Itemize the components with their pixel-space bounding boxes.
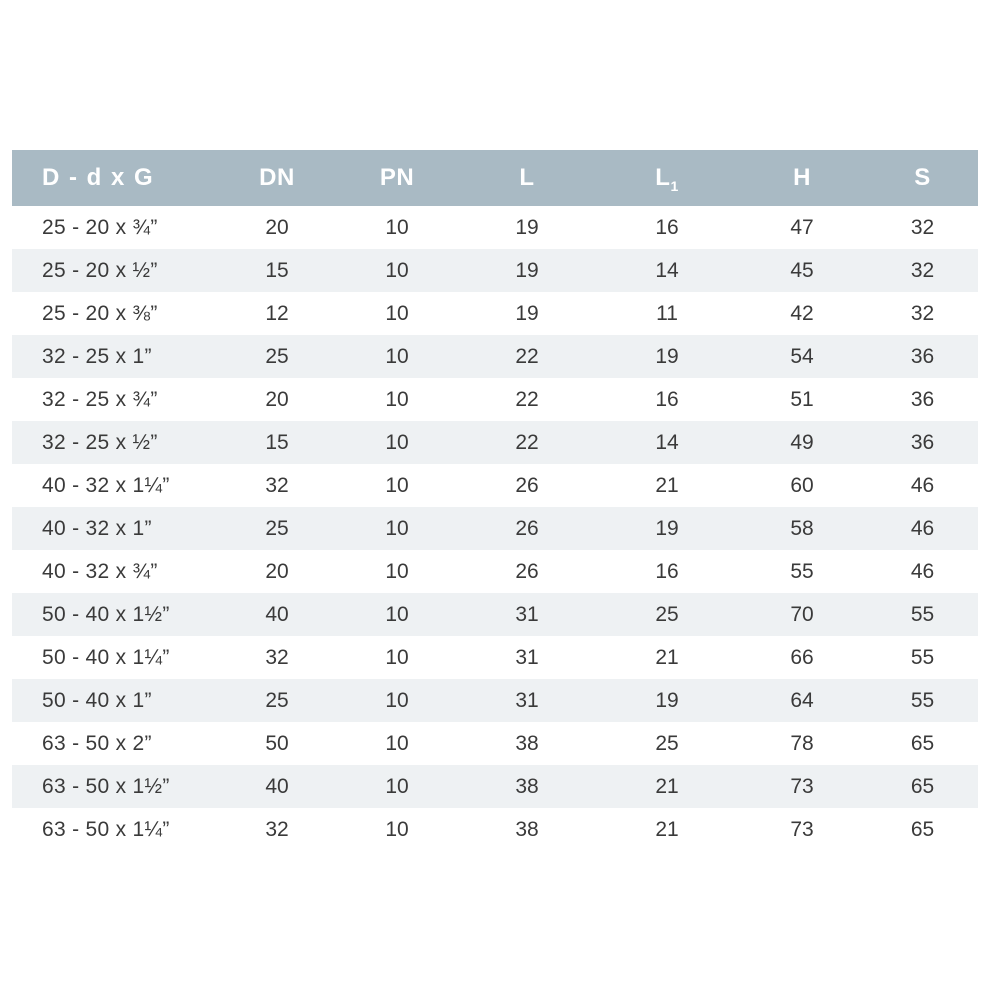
cell-size: 40 - 32 x 1¼” [12,464,217,507]
cell-s: 65 [867,765,978,808]
cell-h: 58 [737,507,867,550]
cell-l: 38 [457,722,597,765]
cell-s: 55 [867,593,978,636]
cell-h: 54 [737,335,867,378]
cell-pn: 10 [337,722,457,765]
cell-pn: 10 [337,507,457,550]
cell-size: 63 - 50 x 2” [12,722,217,765]
cell-l1: 16 [597,378,737,421]
cell-h: 64 [737,679,867,722]
cell-l: 31 [457,636,597,679]
cell-dn: 32 [217,464,337,507]
cell-l1: 14 [597,421,737,464]
cell-l: 31 [457,679,597,722]
column-header-s: S [867,150,978,206]
cell-l: 22 [457,335,597,378]
table-row [12,464,978,507]
cell-size: 50 - 40 x 1¼” [12,636,217,679]
cell-dn: 40 [217,593,337,636]
cell-dn: 40 [217,765,337,808]
table-row [12,593,978,636]
column-header-pn: PN [337,150,457,206]
cell-h: 47 [737,206,867,249]
cell-s: 46 [867,550,978,593]
cell-dn: 32 [217,808,337,851]
specification-table [12,150,978,851]
cell-l: 38 [457,765,597,808]
cell-s: 32 [867,292,978,335]
cell-l1: 19 [597,335,737,378]
column-header-d-d-g: D - d x G [12,150,217,206]
cell-size: 63 - 50 x 1½” [12,765,217,808]
table-header [12,150,978,206]
table-row [12,292,978,335]
cell-l1: 21 [597,636,737,679]
cell-dn: 25 [217,507,337,550]
cell-size: 40 - 32 x ¾” [12,550,217,593]
cell-l1: 21 [597,808,737,851]
cell-pn: 10 [337,378,457,421]
table-row [12,679,978,722]
cell-l1: 25 [597,593,737,636]
table-header-row [12,150,978,206]
spec-table-container [12,150,978,851]
cell-l: 22 [457,421,597,464]
table-row [12,765,978,808]
column-header-l1-base: L [655,163,671,191]
cell-s: 65 [867,808,978,851]
cell-pn: 10 [337,550,457,593]
cell-pn: 10 [337,464,457,507]
cell-pn: 10 [337,636,457,679]
cell-l: 19 [457,206,597,249]
table-row [12,722,978,765]
cell-size: 32 - 25 x ¾” [12,378,217,421]
cell-dn: 15 [217,421,337,464]
cell-l1: 19 [597,679,737,722]
cell-pn: 10 [337,335,457,378]
cell-l1: 16 [597,206,737,249]
cell-s: 36 [867,335,978,378]
cell-size: 32 - 25 x ½” [12,421,217,464]
cell-s: 36 [867,421,978,464]
cell-l: 26 [457,550,597,593]
table-row [12,378,978,421]
cell-h: 49 [737,421,867,464]
cell-h: 66 [737,636,867,679]
cell-pn: 10 [337,808,457,851]
cell-h: 73 [737,808,867,851]
cell-dn: 25 [217,335,337,378]
column-header-l1-subscript: 1 [670,177,679,194]
cell-l1: 21 [597,464,737,507]
cell-l1: 25 [597,722,737,765]
cell-dn: 50 [217,722,337,765]
table-row [12,636,978,679]
cell-l1: 11 [597,292,737,335]
cell-l: 38 [457,808,597,851]
cell-size: 50 - 40 x 1½” [12,593,217,636]
cell-dn: 20 [217,550,337,593]
cell-l: 26 [457,507,597,550]
cell-size: 25 - 20 x ¾” [12,206,217,249]
cell-s: 36 [867,378,978,421]
cell-l: 31 [457,593,597,636]
cell-s: 32 [867,249,978,292]
cell-dn: 20 [217,378,337,421]
cell-size: 40 - 32 x 1” [12,507,217,550]
cell-l: 19 [457,249,597,292]
column-header-l1 [597,150,737,206]
cell-l: 22 [457,378,597,421]
table-row [12,808,978,851]
cell-pn: 10 [337,206,457,249]
table-row [12,249,978,292]
cell-h: 60 [737,464,867,507]
cell-h: 73 [737,765,867,808]
cell-pn: 10 [337,421,457,464]
cell-dn: 32 [217,636,337,679]
cell-h: 45 [737,249,867,292]
cell-l: 26 [457,464,597,507]
table-row [12,507,978,550]
cell-s: 46 [867,464,978,507]
column-header-h: H [737,150,867,206]
cell-s: 46 [867,507,978,550]
cell-size: 50 - 40 x 1” [12,679,217,722]
cell-pn: 10 [337,292,457,335]
cell-l1: 21 [597,765,737,808]
cell-h: 78 [737,722,867,765]
cell-size: 25 - 20 x ½” [12,249,217,292]
cell-s: 65 [867,722,978,765]
cell-dn: 12 [217,292,337,335]
cell-size: 63 - 50 x 1¼” [12,808,217,851]
cell-pn: 10 [337,765,457,808]
cell-h: 55 [737,550,867,593]
cell-dn: 20 [217,206,337,249]
cell-dn: 15 [217,249,337,292]
cell-s: 32 [867,206,978,249]
table-row [12,335,978,378]
cell-l1: 19 [597,507,737,550]
cell-size: 32 - 25 x 1” [12,335,217,378]
cell-pn: 10 [337,679,457,722]
table-row [12,421,978,464]
cell-pn: 10 [337,249,457,292]
cell-h: 70 [737,593,867,636]
table-row [12,206,978,249]
cell-l1: 16 [597,550,737,593]
cell-h: 42 [737,292,867,335]
cell-size: 25 - 20 x ⅜” [12,292,217,335]
cell-dn: 25 [217,679,337,722]
column-header-l: L [457,150,597,206]
table-body [12,206,978,851]
cell-l: 19 [457,292,597,335]
cell-l1: 14 [597,249,737,292]
cell-s: 55 [867,679,978,722]
cell-s: 55 [867,636,978,679]
column-header-dn: DN [217,150,337,206]
cell-h: 51 [737,378,867,421]
cell-pn: 10 [337,593,457,636]
table-row [12,550,978,593]
